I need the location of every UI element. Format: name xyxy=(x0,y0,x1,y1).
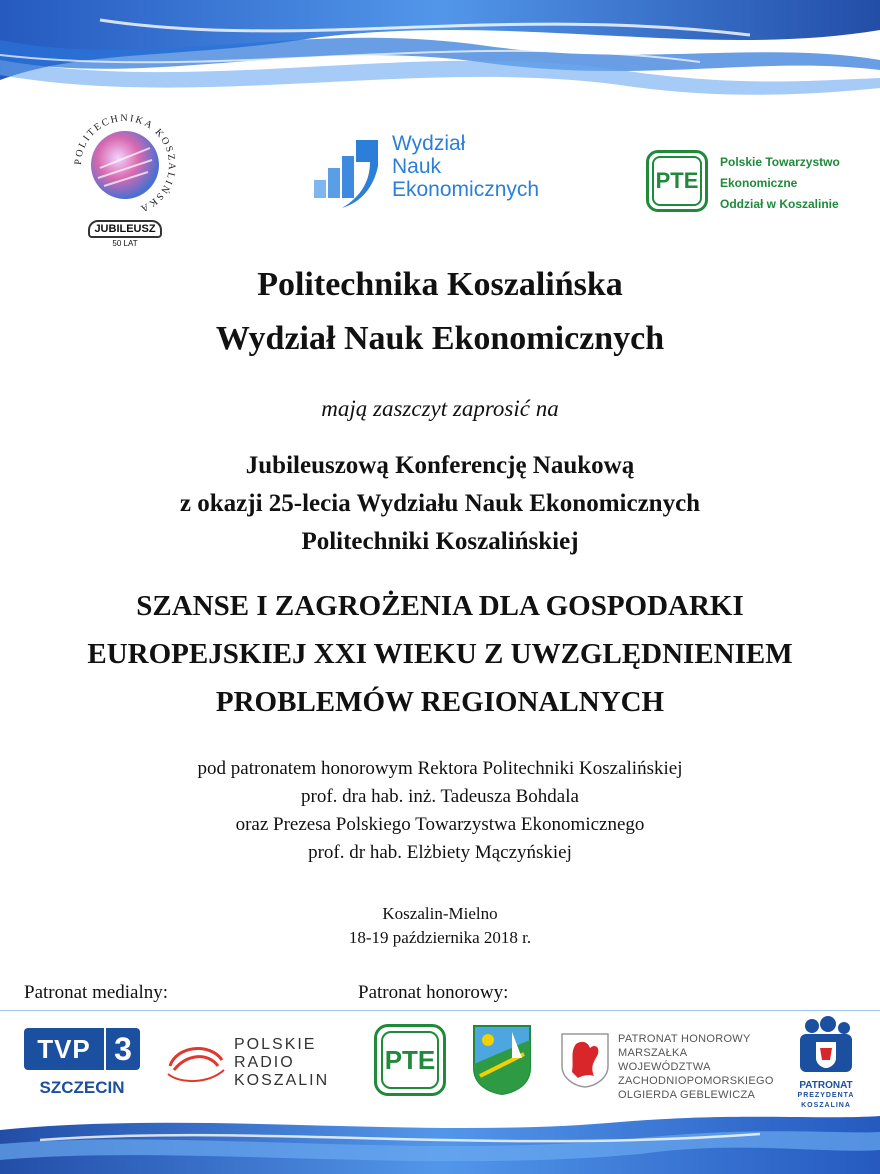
conference-line3: Politechniki Koszalińskiej xyxy=(301,528,579,555)
wne-logo xyxy=(312,132,572,212)
wne-line3: Ekonomicznych xyxy=(392,178,540,201)
bar-chart-icon xyxy=(312,136,384,212)
patronage-line1: pod patronatem honorowym Rektora Politechniki Koszalińskiej xyxy=(197,758,683,779)
venue-date: 18-19 października 2018 r. xyxy=(348,928,532,947)
conference-title-line1: SZANSE I ZAGROŻENIA DLA GOSPODARKI xyxy=(136,590,744,622)
top-wave-decoration xyxy=(0,0,880,110)
conference-title-line3: PROBLEMÓW REGIONALNYCH xyxy=(215,686,665,718)
tvp3-logo xyxy=(24,1028,140,1100)
president-line2: PREZYDENTA xyxy=(797,1092,855,1099)
marshal-line1: PATRONAT HONOROWY xyxy=(618,1033,751,1045)
pte-line1: Polskie Towarzystwo xyxy=(720,155,840,169)
tvp-text: TVP xyxy=(24,1028,104,1070)
jubilee-badge: JUBILEUSZ xyxy=(88,220,162,238)
tvp-number: 3 xyxy=(106,1028,140,1070)
president-patronage-logo xyxy=(794,1016,858,1109)
jubilee-years: 50 LAT xyxy=(112,239,138,248)
politechnika-logo xyxy=(70,108,180,253)
conference-title-line2: EUROPEJSKIEJ XXI WIEKU Z UWZGLĘDNIENIEM xyxy=(87,638,793,670)
university-name: Politechnika Koszalińska xyxy=(257,266,623,303)
tvp-city: SZCZECIN xyxy=(39,1078,125,1097)
radio-line3: KOSZALIN xyxy=(234,1072,330,1089)
pte-logo xyxy=(646,148,846,220)
patronage-line3: oraz Prezesa Polskiego Towarzystwa Ekonomicznego xyxy=(235,814,645,835)
honorary-patronage-label: Patronat honorowy: xyxy=(358,982,509,1003)
bottom-wave-decoration xyxy=(0,1110,880,1174)
radio-wave-icon xyxy=(166,1040,228,1084)
marshal-line2: MARSZAŁKA WOJEWÓDZTWA xyxy=(618,1047,711,1073)
conference-line1: Jubileuszową Konferencję Naukową xyxy=(245,452,635,479)
people-group-icon xyxy=(794,1016,858,1074)
pte-footer-emblem-icon xyxy=(374,1024,446,1096)
radio-line1: POLSKIE xyxy=(234,1036,317,1053)
wne-line2: Nauk xyxy=(392,155,442,178)
invitation-text: mają zaszczyt zaprosić na xyxy=(321,396,559,421)
pte-footer-mark: PTE xyxy=(381,1031,439,1089)
griffin-shield-icon xyxy=(560,1032,610,1088)
pte-line2: Ekonomiczne xyxy=(720,176,798,190)
radio-koszalin-logo xyxy=(166,1034,342,1094)
faculty-name: Wydział Nauk Ekonomicznych xyxy=(215,320,665,357)
media-patronage-label: Patronat medialny: xyxy=(24,982,169,1003)
footer-divider xyxy=(0,1010,880,1011)
radio-line2: RADIO xyxy=(234,1054,295,1071)
patronage-line2: prof. dra hab. inż. Tadeusza Bohdala xyxy=(301,786,579,807)
wne-line1: Wydział xyxy=(392,132,466,155)
pte-emblem-icon: PTE xyxy=(646,150,708,212)
politechnika-emblem-icon xyxy=(70,108,180,223)
conference-line2: z okazji 25-lecia Wydziału Nauk Ekonomicznych xyxy=(179,490,701,517)
president-line3: KOSZALINA xyxy=(801,1102,851,1109)
president-line1: PATRONAT xyxy=(799,1080,853,1091)
svg-text:POLITECHNIKA KOSZALIŃSKA: POLITECHNIKA KOSZALIŃSKA xyxy=(72,112,178,215)
patronage-line4: prof. dr hab. Elżbiety Mączyńskiej xyxy=(308,842,572,863)
marshal-patronage-logo xyxy=(560,1030,780,1101)
pte-line3: Oddział w Koszalinie xyxy=(720,197,839,211)
marshal-line4: OLGIERDA GEBLEWICZA xyxy=(618,1089,756,1101)
venue-place: Koszalin-Mielno xyxy=(382,904,498,923)
mielno-coat-of-arms-icon xyxy=(472,1024,532,1096)
marshal-line3: ZACHODNIOPOMORSKIEGO xyxy=(618,1075,774,1087)
